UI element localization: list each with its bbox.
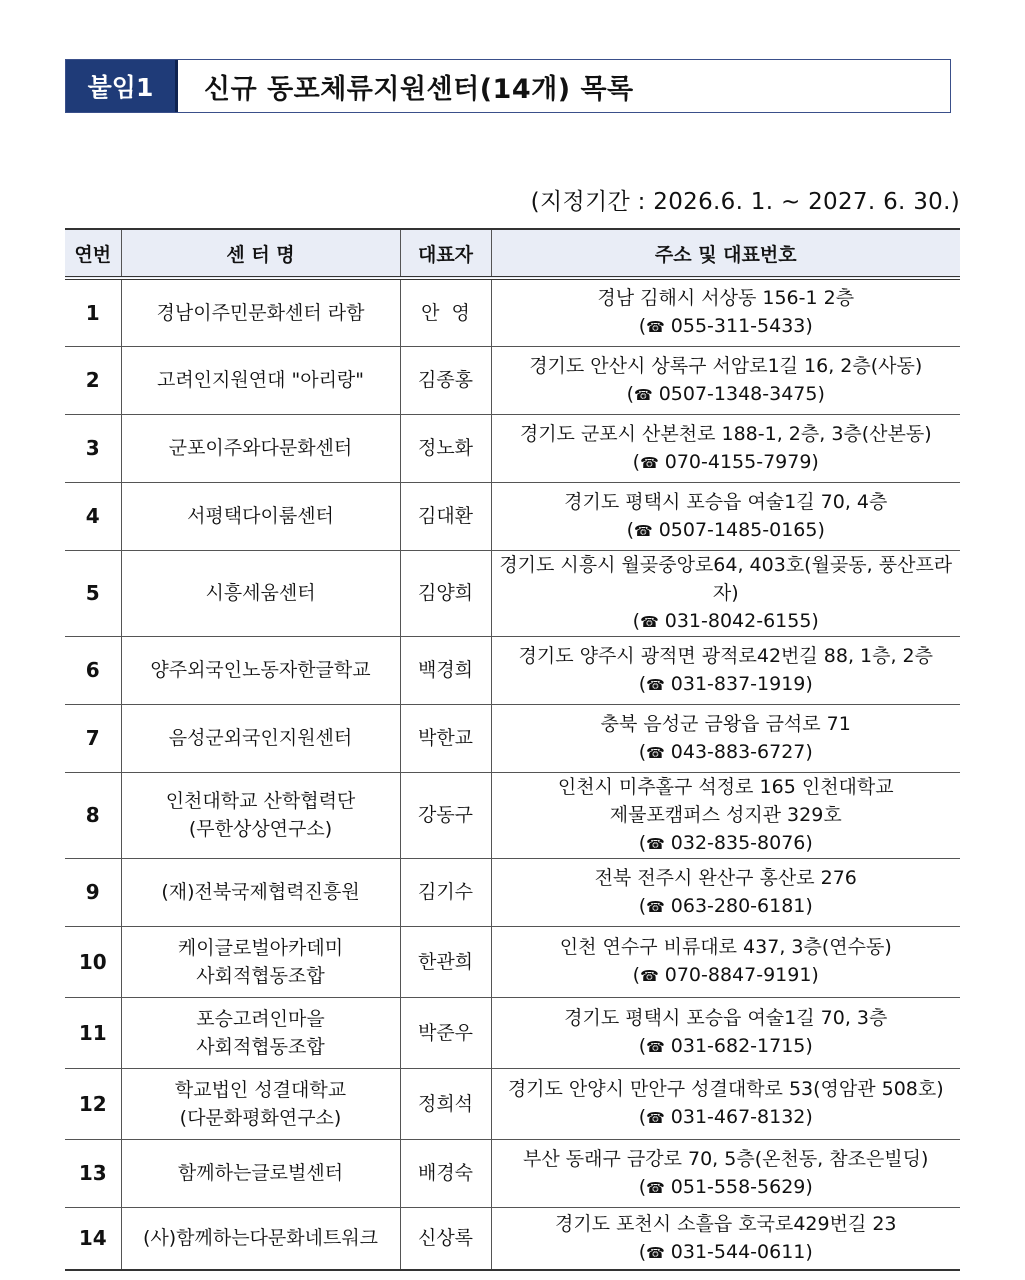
row-number: 11 [65,997,121,1068]
row-number: 4 [65,482,121,550]
phone-line [492,961,961,990]
address-line: 충북 음성군 금왕읍 금석로 71 [600,712,851,735]
telephone-icon: ☎ [646,1243,665,1262]
address-phone-cell [491,346,960,414]
table-row [65,278,960,346]
representative-cell: 김기수 [400,858,491,926]
designation-period: (지정기간 : 2026.6. 1. ~ 2027. 6. 30.) [530,189,960,215]
center-name-line: 서평택다이룸센터 [187,505,334,527]
phone-number: 031-837-1919) [670,672,813,695]
center-name-line: (다문화평화연구소) [179,1106,342,1129]
table-row [65,858,960,926]
row-number: 9 [65,858,121,926]
center-name-cell [121,1139,400,1207]
column-header-number: 연번 [65,229,121,278]
center-name-cell [121,858,400,926]
table-row [65,346,960,414]
phone-number: 031-467-8132) [670,1106,813,1128]
address-phone-cell [491,414,960,482]
address-line: 제물포캠퍼스 성지관 329호 [609,803,842,826]
phone-line [492,738,961,767]
table-row [65,482,960,550]
table-row [65,636,960,704]
center-list-table [65,228,960,1271]
address-line: 경기도 평택시 포승읍 여술1길 70, 3층 [564,1007,888,1029]
phone-open-paren: ( [632,964,641,986]
center-name-cell [121,1207,400,1270]
phone-open-paren: ( [638,894,647,917]
phone-open-paren: ( [638,1175,647,1198]
column-header-address-phone: 주소 및 대표번호 [491,229,960,278]
center-name-cell [121,346,400,414]
address-phone-cell [491,1207,960,1270]
telephone-icon: ☎ [640,967,659,985]
address-line: 경기도 안양시 만안구 성결대학로 53(영암관 508호) [507,1078,944,1100]
center-name-cell [121,550,400,636]
representative-cell: 김양희 [400,550,491,636]
address-line: 전북 전주시 완산구 홍산로 276 [594,866,857,889]
row-number: 2 [65,346,121,414]
address-phone-cell [491,704,960,772]
phone-open-paren: ( [638,740,647,763]
phone-open-paren: ( [638,672,647,695]
representative-cell: 강동구 [400,772,491,858]
telephone-icon: ☎ [640,453,659,472]
page-title: 신규 동포체류지원센터(14개) 목록 [204,73,634,105]
center-name-cell [121,926,400,997]
address-phone-cell [491,1068,960,1139]
center-name-cell [121,414,400,482]
address-phone-cell [491,926,960,997]
phone-number: 055-311-5433) [670,315,813,338]
telephone-icon: ☎ [646,743,665,762]
center-name-line: 케이글로벌아카데미 [177,936,344,959]
address-phone-cell [491,636,960,704]
phone-number: 070-8847-9191) [664,964,819,986]
phone-line [492,670,961,699]
representative-cell: 백경희 [400,636,491,704]
table-row [65,926,960,997]
phone-number: 051-558-5629) [670,1175,813,1198]
address-line: 경기도 군포시 산본천로 188-1, 2층, 3층(산본동) [519,422,932,445]
phone-line [492,829,961,858]
row-number: 7 [65,704,121,772]
center-name-line: 고려인지원연대 "아리랑" [156,369,365,391]
row-number: 10 [65,926,121,997]
table-row [65,997,960,1068]
phone-open-paren: ( [638,1240,647,1263]
address-phone-cell [491,858,960,926]
telephone-icon: ☎ [646,897,665,916]
center-name-line: 학교법인 성결대학교 [174,1078,347,1101]
table-row [65,550,960,636]
center-name-line: 군포이주와다문화센터 [168,437,353,459]
column-header-center-name: 센 터 명 [121,229,400,278]
center-name-cell [121,636,400,704]
table-row [65,1207,960,1270]
phone-number: 0507-1348-3475) [658,382,825,405]
phone-line [492,1238,961,1267]
center-name-line: 포승고려인마을 [196,1007,325,1030]
center-name-cell [121,704,400,772]
row-number: 1 [65,278,121,346]
address-line: 경기도 안산시 상록구 서암로1길 16, 2층(사동) [529,354,923,377]
phone-open-paren: ( [626,518,635,541]
row-number: 13 [65,1139,121,1207]
table-header-row [65,229,960,278]
address-phone-cell [491,1139,960,1207]
phone-open-paren: ( [626,382,635,405]
phone-line [492,1103,961,1132]
table-row [65,772,960,858]
row-number: 5 [65,550,121,636]
telephone-icon: ☎ [634,385,653,404]
representative-cell: 김종홍 [400,346,491,414]
center-name-line: 경남이주민문화센터 라함 [156,301,365,324]
center-name-line: (재)전북국제협력진흥원 [161,881,360,903]
telephone-icon: ☎ [646,318,665,337]
table-row [65,1139,960,1207]
row-number: 6 [65,636,121,704]
representative-cell: 박준우 [400,997,491,1068]
phone-line [492,516,961,545]
phone-open-paren: ( [638,315,647,338]
phone-open-paren: ( [638,1035,647,1057]
telephone-icon: ☎ [646,1038,665,1056]
phone-number: 0507-1485-0165) [658,518,825,541]
address-phone-cell [491,550,960,636]
phone-number: 031-544-0611) [670,1240,813,1263]
phone-number: 043-883-6727) [670,740,813,763]
center-name-line: 음성군외국인지원센터 [168,727,353,749]
row-number: 3 [65,414,121,482]
phone-open-paren: ( [638,831,647,854]
address-line: 경남 김해시 서상동 156-1 2층 [597,287,855,310]
row-number: 8 [65,772,121,858]
telephone-icon: ☎ [646,1178,665,1197]
representative-cell: 박한교 [400,704,491,772]
center-name-cell [121,772,400,858]
phone-open-paren: ( [632,609,641,632]
phone-number: 070-4155-7979) [664,450,819,473]
center-name-line: 인천대학교 산학협력단 [165,790,356,812]
representative-cell: 신상록 [400,1207,491,1270]
representative-cell: 한관희 [400,926,491,997]
telephone-icon: ☎ [646,675,665,694]
telephone-icon: ☎ [634,521,653,540]
representative-cell: 정희석 [400,1068,491,1139]
center-name-cell [121,997,400,1068]
phone-number: 063-280-6181) [670,894,813,917]
phone-line [492,892,961,921]
table-body [65,278,960,1270]
representative-cell: 안 영 [400,278,491,346]
center-name-line: 사회적협동조합 [196,1035,325,1058]
address-phone-cell [491,772,960,858]
address-line: 경기도 양주시 광적면 광적로42번길 88, 1층, 2층 [518,644,933,667]
address-phone-cell [491,997,960,1068]
address-line: 인천 연수구 비류대로 437, 3층(연수동) [559,936,892,958]
address-line: 경기도 시흥시 월곶중앙로64, 403호(월곶동, 풍산프라자) [499,553,953,604]
row-number: 12 [65,1068,121,1139]
phone-line [492,1032,961,1061]
address-line: 인천시 미추홀구 석정로 165 인천대학교 [557,775,894,798]
attachment-title-box [65,59,951,113]
phone-open-paren: ( [638,1106,647,1128]
center-name-cell [121,278,400,346]
telephone-icon: ☎ [646,834,665,853]
address-phone-cell [491,278,960,346]
phone-number: 031-682-1715) [670,1035,813,1057]
phone-line [492,380,961,409]
center-name-line: (사)함께하는다문화네트워크 [142,1227,379,1250]
table-row [65,704,960,772]
phone-number: 032-835-8076) [670,831,813,854]
column-header-representative: 대표자 [400,229,491,278]
phone-open-paren: ( [632,450,641,473]
table-row [65,414,960,482]
representative-cell: 정노화 [400,414,491,482]
address-line: 부산 동래구 금강로 70, 5층(온천동, 참조은빌딩) [523,1147,929,1170]
center-name-line: 사회적협동조합 [196,964,325,987]
address-phone-cell [491,482,960,550]
table-row [65,1068,960,1139]
center-name-line: (무한상상연구소) [188,818,333,840]
representative-cell: 배경숙 [400,1139,491,1207]
row-number: 14 [65,1207,121,1270]
phone-number: 031-8042-6155) [664,609,819,632]
address-line: 경기도 평택시 포승읍 여술1길 70, 4층 [564,490,888,513]
center-name-line: 함께하는글로벌센터 [177,1162,344,1184]
center-name-line: 시흥세움센터 [205,582,316,604]
phone-line [492,607,961,636]
attachment-tag: 붙임1 [66,60,178,112]
phone-line [492,1173,961,1202]
center-name-line: 양주외국인노동자한글학교 [150,659,371,681]
telephone-icon: ☎ [646,1109,665,1127]
representative-cell: 김대환 [400,482,491,550]
telephone-icon: ☎ [640,612,659,631]
address-line: 경기도 포천시 소흘읍 호국로429번길 23 [554,1212,897,1235]
center-name-cell [121,1068,400,1139]
center-name-cell [121,482,400,550]
phone-line [492,312,961,341]
phone-line [492,448,961,477]
